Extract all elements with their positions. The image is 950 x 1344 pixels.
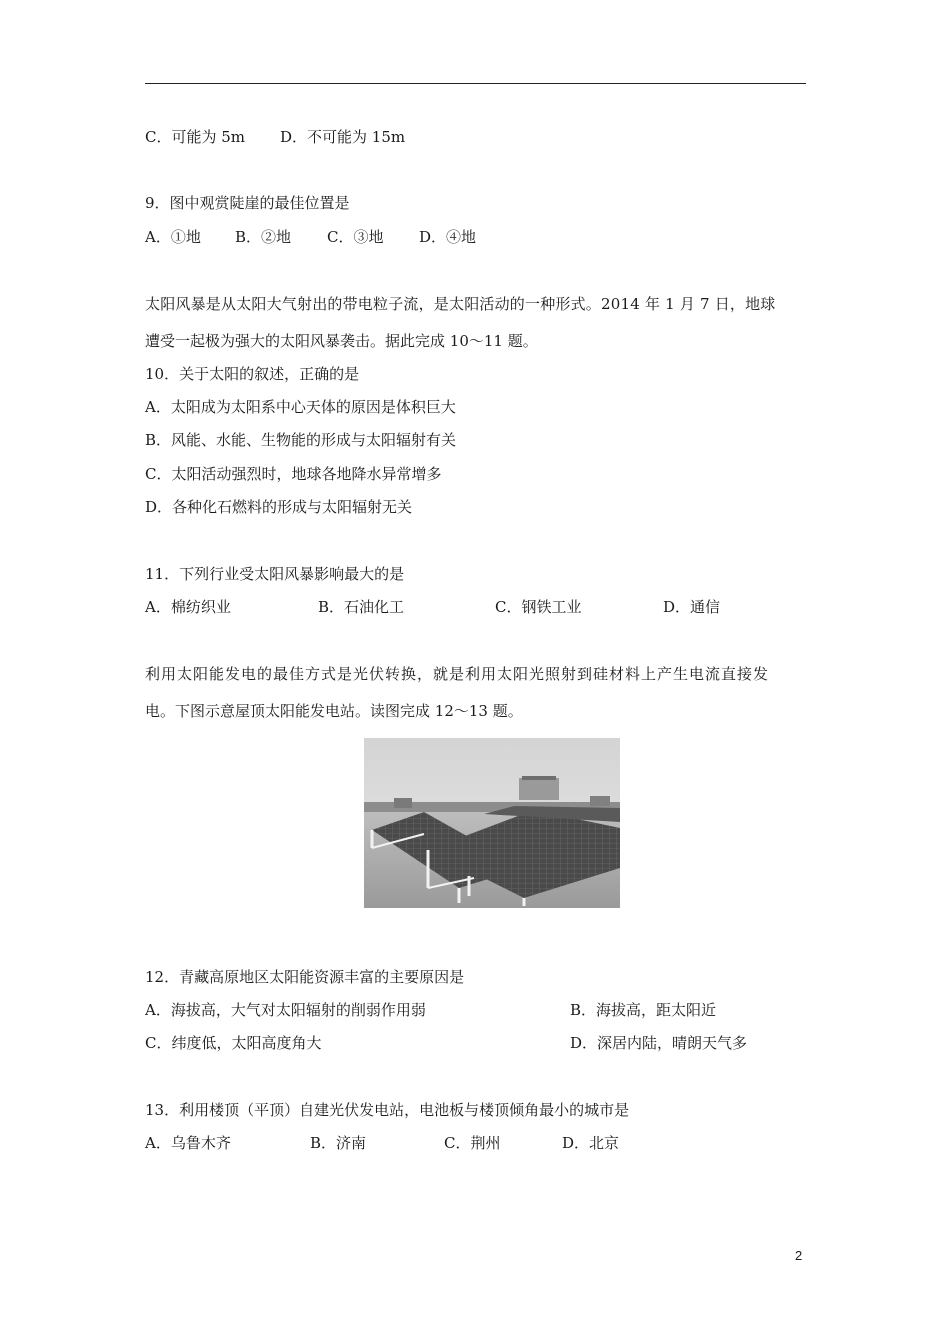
q11-option-b: B．石油化工 <box>318 598 405 616</box>
q11-stem: 11．下列行业受太阳风暴影响最大的是 <box>145 565 405 583</box>
passage2-line2: 电。下图示意屋顶太阳能发电站。读图完成 12～13 题。 <box>145 702 523 720</box>
q12-option-a: A．海拔高，大气对太阳辐射的削弱作用弱 <box>145 1001 426 1019</box>
q13-option-d: D．北京 <box>562 1134 620 1152</box>
q10-option-c: C．太阳活动强烈时，地球各地降水异常增多 <box>145 465 442 483</box>
q13-stem: 13．利用楼顶（平顶）自建光伏发电站，电池板与楼顶倾角最小的城市是 <box>145 1101 630 1119</box>
q9-option-c: C．③地 <box>327 228 384 246</box>
q13-option-b: B．济南 <box>310 1134 367 1152</box>
q9-option-b: B．②地 <box>235 228 292 246</box>
q13-option-c: C．荆州 <box>444 1134 501 1152</box>
q11-option-a: A．棉纺织业 <box>145 598 231 616</box>
header-rule <box>145 83 806 84</box>
page-number: 2 <box>795 1248 803 1263</box>
q12-stem: 12．青藏高原地区太阳能资源丰富的主要原因是 <box>145 968 465 986</box>
passage2-line1: 利用太阳能发电的最佳方式是光伏转换，就是利用太阳光照射到硅材料上产生电流直接发 <box>145 665 770 683</box>
q10-option-a: A．太阳成为太阳系中心天体的原因是体积巨大 <box>145 398 456 416</box>
q12-option-d: D．深居内陆，晴朗天气多 <box>570 1034 748 1052</box>
q13-option-a: A．乌鲁木齐 <box>145 1134 231 1152</box>
q10-stem: 10．关于太阳的叙述，正确的是 <box>145 365 360 383</box>
q9-option-a: A．①地 <box>145 228 201 246</box>
q10-option-b: B．风能、水能、生物能的形成与太阳辐射有关 <box>145 431 457 449</box>
q12-option-b: B．海拔高，距太阳近 <box>570 1001 717 1019</box>
q11-option-d: D．通信 <box>663 598 721 616</box>
q12-option-c: C．纬度低，太阳高度角大 <box>145 1034 322 1052</box>
q9-option-d: D．④地 <box>419 228 477 246</box>
rooftop-solar-photo <box>364 738 620 908</box>
q8-option-d: D．不可能为 15m <box>280 128 406 146</box>
q9-stem: 9．图中观赏陡崖的最佳位置是 <box>145 194 350 212</box>
passage1-line2: 遭受一起极为强大的太阳风暴袭击。据此完成 10～11 题。 <box>145 332 538 350</box>
q11-option-c: C．钢铁工业 <box>495 598 582 616</box>
q8-option-c: C．可能为 5m <box>145 128 246 146</box>
passage1-line1: 太阳风暴是从太阳大气射出的带电粒子流，是太阳活动的一种形式。2014 年 1 月 7 日，地球 <box>145 295 776 313</box>
q10-option-d: D．各种化石燃料的形成与太阳辐射无关 <box>145 498 413 516</box>
